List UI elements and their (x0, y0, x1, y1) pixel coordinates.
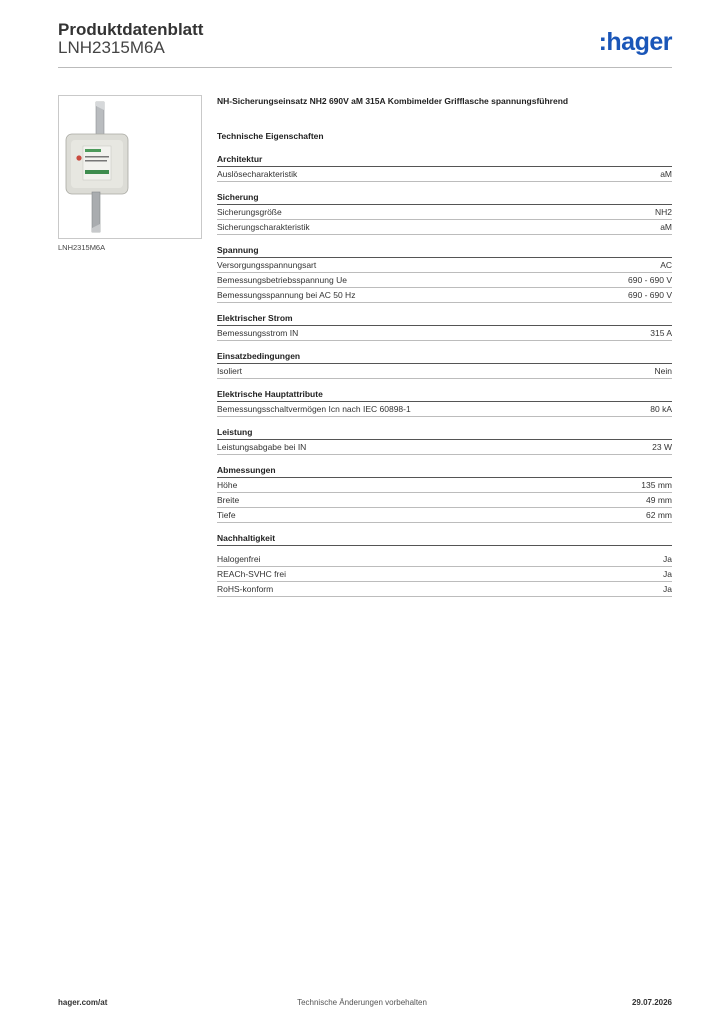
spec-label: Sicherungscharakteristik (217, 222, 310, 232)
fuse-illustration (59, 96, 201, 238)
spec-label: Isoliert (217, 366, 243, 376)
spec-label: Bemessungsschaltvermögen Icn nach IEC 60898-1 (217, 404, 411, 414)
spec-row (217, 288, 672, 303)
header-subtitle: LNH2315M6A (58, 38, 165, 57)
section-title: Elektrischer Strom (217, 312, 672, 326)
footer-website-link[interactable]: hager.com/at (58, 998, 108, 1007)
hager-logo[interactable] (599, 28, 672, 57)
section-elektrischer-strom (217, 312, 672, 341)
header-title: Produktdatenblatt (58, 20, 204, 39)
spec-value: Ja (663, 569, 672, 579)
specification-area (217, 96, 672, 606)
spec-row (217, 508, 672, 523)
spec-value: 23 W (652, 442, 672, 452)
spec-label: Auslösecharakteristik (217, 169, 298, 179)
spec-label: Bemessungsbetriebsspannung Ue (217, 275, 347, 285)
spec-label: Tiefe (217, 510, 236, 520)
section-einsatzbedingungen (217, 350, 672, 379)
section-architektur (217, 153, 672, 182)
spec-row (217, 567, 672, 582)
spec-row (217, 364, 672, 379)
spec-label: Bemessungsspannung bei AC 50 Hz (217, 290, 356, 300)
spec-row (217, 258, 672, 273)
spec-value: 80 kA (650, 404, 672, 414)
spec-row (217, 478, 672, 493)
logo-text: hager (606, 28, 672, 56)
section-title: Leistung (217, 426, 672, 440)
section-spannung (217, 244, 672, 303)
section-elektrische-hauptattribute (217, 388, 672, 417)
spec-row (217, 273, 672, 288)
section-title: Einsatzbedingungen (217, 350, 672, 364)
section-abmessungen (217, 464, 672, 523)
spec-label: Höhe (217, 480, 238, 490)
section-title: Architektur (217, 153, 672, 167)
photo-caption: LNH2315M6A (58, 243, 106, 252)
spec-value: Ja (663, 584, 672, 594)
spec-label: Leistungsabgabe bei IN (217, 442, 307, 452)
spec-row (217, 440, 672, 455)
spec-label: Versorgungsspannungsart (217, 260, 317, 270)
logo-mark: : (598, 28, 607, 56)
spec-label: REACh-SVHC frei (217, 569, 286, 579)
spec-value: aM (660, 169, 672, 179)
spec-row (217, 402, 672, 417)
spec-value: 690 - 690 V (628, 290, 672, 300)
section-sicherung (217, 191, 672, 235)
spec-row (217, 167, 672, 182)
spec-value: Ja (663, 554, 672, 564)
spec-row (217, 493, 672, 508)
section-title: Elektrische Hauptattribute (217, 388, 672, 402)
section-title: Sicherung (217, 191, 672, 205)
spec-label: Breite (217, 495, 240, 505)
spec-value: AC (660, 260, 672, 270)
spec-value: Nein (654, 366, 672, 376)
footer-disclaimer: Technische Änderungen vorbehalten (297, 998, 427, 1007)
tech-title: Technische Eigenschaften (217, 131, 324, 141)
section-title: Spannung (217, 244, 672, 258)
spec-label: Sicherungsgröße (217, 207, 282, 217)
spec-value: 690 - 690 V (628, 275, 672, 285)
spec-row (217, 205, 672, 220)
product-description: NH-Sicherungseinsatz NH2 690V aM 315A Kombimelder Grifflasche spannungsführend (217, 96, 569, 106)
spec-value: 135 mm (641, 480, 672, 490)
spec-label: Bemessungsstrom IN (217, 328, 299, 338)
header-divider (58, 67, 672, 68)
spec-value: 49 mm (646, 495, 672, 505)
spec-label: RoHS-konform (217, 584, 274, 594)
section-title: Abmessungen (217, 464, 672, 478)
product-photo (58, 95, 202, 239)
spec-row (217, 220, 672, 235)
spec-row (217, 582, 672, 597)
spec-value: 62 mm (646, 510, 672, 520)
section-nachhaltigkeit (217, 532, 672, 597)
spec-label: Halogenfrei (217, 554, 261, 564)
section-title: Nachhaltigkeit (217, 532, 672, 546)
spec-row (217, 326, 672, 341)
spec-value: 315 A (650, 328, 672, 338)
spec-row (217, 552, 672, 567)
spec-value: aM (660, 222, 672, 232)
footer-date: 29.07.2026 (631, 998, 672, 1007)
section-leistung (217, 426, 672, 455)
spec-value: NH2 (654, 207, 672, 217)
